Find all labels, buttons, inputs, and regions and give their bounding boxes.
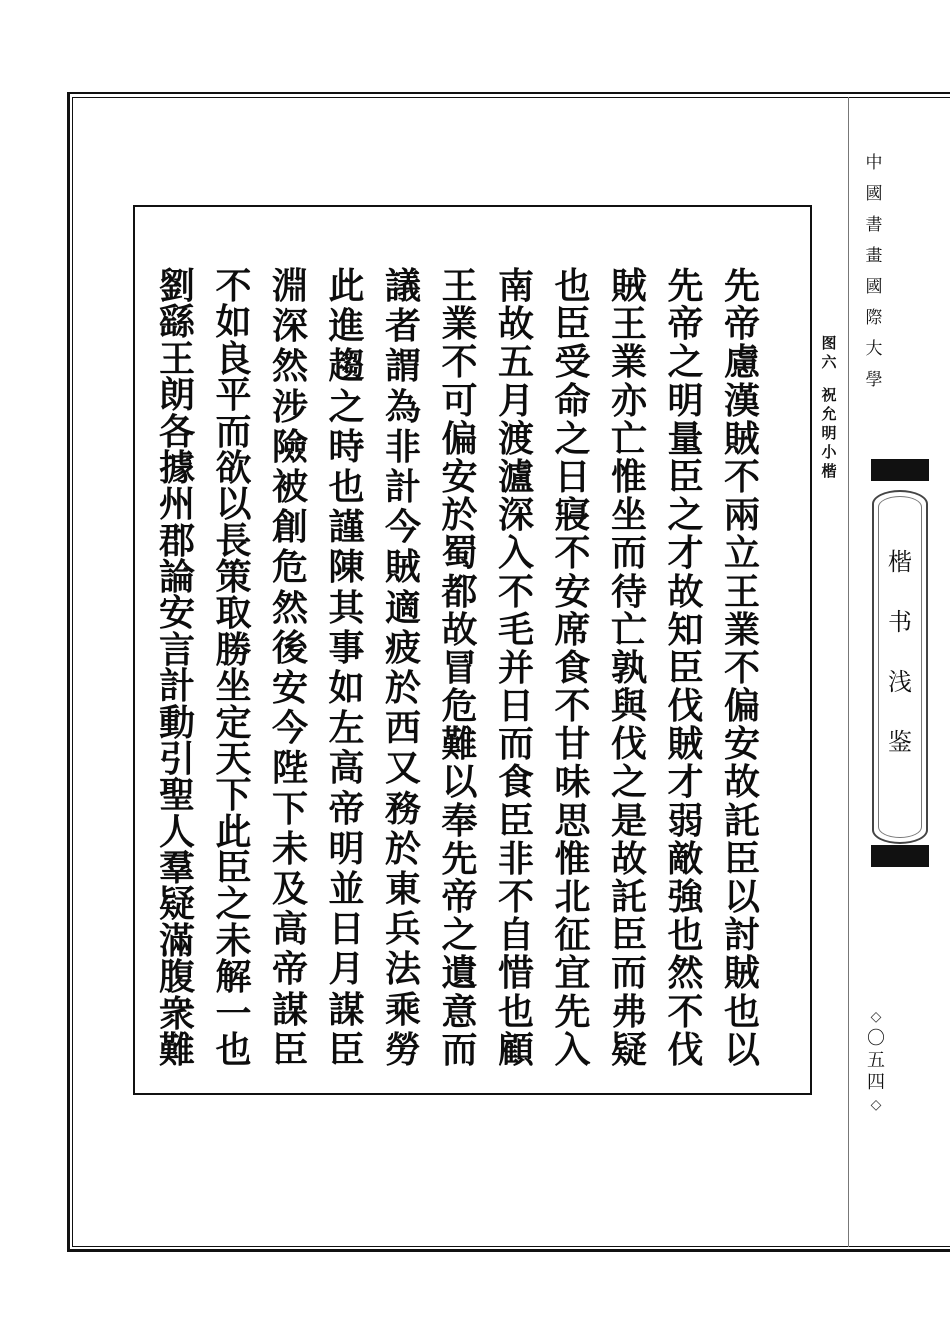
calligraphy-char: 不 — [667, 990, 704, 1033]
calligraphy-char: 而 — [215, 410, 252, 453]
calligraphy-char: 待 — [610, 570, 647, 613]
calligraphy-char: 不 — [441, 341, 478, 384]
calligraphy-char: 東 — [384, 868, 421, 911]
calligraphy-char: 惜 — [497, 952, 534, 995]
section-title-char: 浅 — [888, 668, 912, 696]
calligraphy-char: 涉 — [271, 385, 308, 428]
calligraphy-char: 者 — [384, 305, 421, 348]
calligraphy-char: 非 — [384, 425, 421, 468]
calligraphy-char: 淵 — [271, 265, 308, 307]
calligraphy-char: 冒 — [441, 646, 478, 689]
page-number-digit: 四 — [867, 1072, 885, 1093]
calligraphy-char: 西 — [384, 707, 421, 750]
calligraphy-char: 不 — [723, 455, 760, 498]
calligraphy-column — [325, 265, 369, 1071]
calligraphy-char: 謂 — [384, 345, 421, 388]
calligraphy-char: 月 — [497, 379, 534, 422]
calligraphy-char: 陳 — [328, 546, 365, 589]
calligraphy-column — [155, 265, 199, 1071]
caption-char: 图 — [821, 334, 837, 352]
section-title-char: 楷 — [888, 548, 912, 576]
series-title-char: 大 — [865, 339, 883, 359]
calligraphy-char: 論 — [158, 556, 195, 598]
calligraphy-char: 日 — [328, 908, 365, 951]
calligraphy-char: 先 — [441, 837, 478, 880]
calligraphy-char: 遺 — [441, 952, 478, 995]
caption-char: 祝 — [821, 386, 837, 404]
calligraphy-char: 以 — [723, 1028, 760, 1071]
calligraphy-char: 疲 — [384, 626, 421, 669]
calligraphy-char: 安 — [554, 570, 591, 613]
calligraphy-char: 席 — [554, 608, 591, 651]
calligraphy-char: 如 — [328, 667, 365, 710]
calligraphy-char: 然 — [271, 586, 308, 629]
calligraphy-char: 安 — [271, 667, 308, 710]
calligraphy-column — [268, 265, 312, 1071]
calligraphy-char: 難 — [158, 1028, 195, 1071]
figure-caption — [814, 334, 844, 481]
calligraphy-char: 宜 — [554, 952, 591, 995]
calligraphy-char: 不 — [497, 876, 534, 918]
calligraphy-char: 定 — [215, 701, 252, 744]
calligraphy-char: 滿 — [158, 919, 195, 962]
diamond-icon: ◇ — [870, 1097, 882, 1113]
calligraphy-char: 臣 — [610, 914, 647, 957]
calligraphy-char: 難 — [441, 723, 478, 766]
calligraphy-char: 是 — [610, 799, 647, 842]
calligraphy-char: 臣 — [328, 1028, 365, 1071]
calligraphy-char: 然 — [271, 345, 308, 388]
calligraphy-char: 又 — [384, 747, 421, 790]
calligraphy-char: 策 — [215, 556, 252, 598]
calligraphy-char: 渡 — [497, 417, 534, 460]
calligraphy-char: 議 — [384, 265, 421, 307]
calligraphy-char: 食 — [497, 761, 534, 804]
section-title-char: 鉴 — [888, 728, 912, 756]
calligraphy-char: 之 — [610, 761, 647, 804]
calligraphy-char: 危 — [271, 546, 308, 589]
calligraphy-char: 也 — [723, 990, 760, 1033]
calligraphy-char: 兵 — [384, 908, 421, 951]
calligraphy-char: 業 — [441, 303, 478, 346]
calligraphy-char: 謀 — [328, 988, 365, 1031]
calligraphy-char: 北 — [554, 876, 591, 918]
calligraphy-char: 帝 — [271, 948, 308, 991]
caption-char: 明 — [821, 424, 837, 442]
calligraphy-char: 王 — [158, 337, 195, 380]
calligraphy-char: 兩 — [723, 494, 760, 537]
calligraphy-char: 天 — [215, 737, 252, 780]
calligraphy-char: 趨 — [328, 345, 365, 388]
calligraphy-column — [494, 265, 538, 1071]
calligraphy-char: 弱 — [667, 799, 704, 842]
calligraphy-char: 計 — [384, 466, 421, 509]
calligraphy-char: 伐 — [667, 685, 704, 728]
calligraphy-char: 於 — [384, 827, 421, 870]
calligraphy-char: 言 — [158, 628, 195, 671]
caption-char: 楷 — [821, 462, 837, 480]
calligraphy-char: 顧 — [497, 1028, 534, 1071]
calligraphy-char: 明 — [328, 827, 365, 870]
calligraphy-char: 故 — [723, 761, 760, 804]
calligraphy-char: 毛 — [497, 608, 534, 651]
calligraphy-char: 平 — [215, 374, 252, 417]
calligraphy-char: 也 — [328, 466, 365, 509]
calligraphy-char: 謹 — [328, 506, 365, 549]
calligraphy-char: 被 — [271, 466, 308, 509]
page-number — [862, 1006, 890, 1116]
calligraphy-char: 寢 — [554, 494, 591, 537]
calligraphy-char: 先 — [667, 265, 704, 307]
calligraphy-char: 託 — [723, 799, 760, 842]
calligraphy-char: 腹 — [158, 956, 195, 999]
calligraphy-char: 陛 — [271, 747, 308, 790]
calligraphy-char: 此 — [215, 810, 252, 853]
calligraphy-char: 朗 — [158, 374, 195, 417]
calligraphy-char: 知 — [667, 608, 704, 651]
calligraphy-char: 日 — [554, 455, 591, 498]
calligraphy-char: 不 — [554, 685, 591, 728]
calligraphy-char: 而 — [610, 532, 647, 575]
calligraphy-char: 業 — [610, 341, 647, 384]
calligraphy-char: 征 — [554, 914, 591, 957]
calligraphy-char: 王 — [610, 303, 647, 346]
calligraphy-char: 明 — [667, 379, 704, 422]
series-title-char: 中 — [865, 153, 883, 173]
calligraphy-char: 左 — [328, 707, 365, 750]
calligraphy-char: 亦 — [610, 379, 647, 422]
calligraphy-char: 險 — [271, 425, 308, 468]
calligraphy-char: 才 — [667, 532, 704, 575]
calligraphy-char: 衆 — [158, 992, 195, 1035]
calligraphy-char: 慮 — [723, 341, 760, 384]
calligraphy-char: 取 — [215, 592, 252, 635]
calligraphy-char: 而 — [497, 723, 534, 766]
calligraphy-char: 創 — [271, 506, 308, 549]
calligraphy-char: 也 — [554, 265, 591, 307]
calligraphy-char: 奉 — [441, 799, 478, 842]
calligraphy-char: 疑 — [158, 883, 195, 926]
calligraphy-char: 臣 — [723, 837, 760, 880]
calligraphy-char: 量 — [667, 417, 704, 460]
calligraphy-char: 乘 — [384, 988, 421, 1031]
calligraphy-char: 解 — [215, 956, 252, 999]
calligraphy-char: 之 — [441, 914, 478, 957]
calligraphy-char: 聖 — [158, 774, 195, 817]
page-number-digit: 〇 — [867, 1028, 885, 1049]
calligraphy-char: 未 — [271, 827, 308, 870]
calligraphy-char: 弗 — [610, 990, 647, 1033]
series-title-char: 畫 — [865, 246, 883, 266]
calligraphy-char: 危 — [441, 685, 478, 728]
calligraphy-char: 甘 — [554, 723, 591, 766]
calligraphy-char: 各 — [158, 410, 195, 453]
calligraphy-char: 可 — [441, 379, 478, 422]
calligraphy-char: 也 — [497, 990, 534, 1033]
calligraphy-char: 坐 — [215, 665, 252, 708]
calligraphy-char: 郡 — [158, 519, 195, 562]
calligraphy-char: 不 — [497, 570, 534, 613]
calligraphy-char: 業 — [723, 608, 760, 651]
calligraphy-column — [438, 265, 482, 1071]
calligraphy-char: 帝 — [328, 787, 365, 830]
calligraphy-char: 都 — [441, 570, 478, 613]
calligraphy-char: 於 — [441, 494, 478, 537]
calligraphy-char: 南 — [497, 265, 534, 307]
calligraphy-char: 賊 — [723, 417, 760, 460]
calligraphy-char: 食 — [554, 646, 591, 689]
calligraphy-column — [607, 265, 651, 1071]
caption-char: 六 — [821, 353, 837, 371]
calligraphy-char: 動 — [158, 701, 195, 744]
calligraphy-char: 王 — [441, 265, 478, 307]
calligraphy-char: 帝 — [723, 303, 760, 346]
series-title-char: 際 — [865, 308, 883, 328]
calligraphy-char: 之 — [667, 341, 704, 384]
calligraphy-column — [720, 265, 764, 1071]
calligraphy-char: 帝 — [441, 876, 478, 918]
calligraphy-char: 以 — [441, 761, 478, 804]
calligraphy-char: 引 — [158, 737, 195, 780]
calligraphy-char: 賊 — [723, 952, 760, 995]
calligraphy-char: 孰 — [610, 646, 647, 689]
calligraphy-char: 討 — [723, 914, 760, 957]
calligraphy-char: 及 — [271, 868, 308, 911]
calligraphy-char: 敵 — [667, 837, 704, 880]
calligraphy-char: 五 — [497, 341, 534, 384]
series-title-char: 國 — [865, 277, 883, 297]
calligraphy-char: 事 — [328, 626, 365, 669]
calligraphy-char: 然 — [667, 952, 704, 995]
calligraphy-char: 今 — [384, 506, 421, 549]
sidebar-divider — [848, 97, 849, 1247]
calligraphy-char: 臣 — [271, 1028, 308, 1071]
calligraphy-char: 欲 — [215, 446, 252, 489]
calligraphy-char: 疑 — [610, 1028, 647, 1071]
calligraphy-char: 之 — [667, 494, 704, 537]
calligraphy-column — [381, 265, 425, 1071]
calligraphy-char: 偏 — [441, 417, 478, 460]
calligraphy-char: 亡 — [610, 608, 647, 651]
calligraphy-char: 非 — [497, 837, 534, 880]
calligraphy-char: 務 — [384, 787, 421, 830]
calligraphy-char: 立 — [723, 532, 760, 575]
calligraphy-char: 州 — [158, 483, 195, 526]
calligraphy-char: 並 — [328, 868, 365, 911]
calligraphy-char: 惟 — [610, 455, 647, 498]
calligraphy-char: 入 — [497, 532, 534, 575]
calligraphy-char: 安 — [723, 723, 760, 766]
calligraphy-char: 後 — [271, 626, 308, 669]
calligraphy-char: 之 — [554, 417, 591, 460]
calligraphy-char: 自 — [497, 914, 534, 957]
calligraphy-char: 安 — [441, 455, 478, 498]
calligraphy-char: 才 — [667, 761, 704, 804]
calligraphy-char: 此 — [328, 265, 365, 307]
calligraphy-char: 而 — [441, 1028, 478, 1071]
calligraphy-char: 今 — [271, 707, 308, 750]
calligraphy-char: 下 — [271, 787, 308, 830]
calligraphy-char: 強 — [667, 876, 704, 918]
calligraphy-char: 臣 — [497, 799, 534, 842]
calligraphy-char: 先 — [723, 265, 760, 307]
calligraphy-char: 繇 — [158, 301, 195, 344]
calligraphy-char: 託 — [610, 876, 647, 918]
calligraphy-char: 於 — [384, 667, 421, 710]
calligraphy-char: 故 — [610, 837, 647, 880]
calligraphy-char: 故 — [497, 303, 534, 346]
calligraphy-char: 帝 — [667, 303, 704, 346]
calligraphy-char: 而 — [610, 952, 647, 995]
calligraphy-char: 謀 — [271, 988, 308, 1031]
calligraphy-char: 故 — [441, 608, 478, 651]
calligraphy-char: 適 — [384, 586, 421, 629]
calligraphy-column — [664, 265, 708, 1071]
calligraphy-char: 臣 — [667, 646, 704, 689]
calligraphy-char: 瀘 — [497, 455, 534, 498]
calligraphy-char: 惟 — [554, 837, 591, 880]
calligraphy-char: 賊 — [667, 723, 704, 766]
calligraphy-char: 未 — [215, 919, 252, 962]
calligraphy-char: 不 — [215, 265, 252, 307]
calligraphy-char: 其 — [328, 586, 365, 629]
calligraphy-char: 高 — [328, 747, 365, 790]
calligraphy-char: 時 — [328, 425, 365, 468]
calligraphy-char: 深 — [271, 305, 308, 348]
calligraphy-char: 故 — [667, 570, 704, 613]
calligraphy-char: 漢 — [723, 379, 760, 422]
calligraphy-char: 賊 — [610, 265, 647, 307]
calligraphy-char: 先 — [554, 990, 591, 1033]
calligraphy-char: 一 — [215, 992, 252, 1035]
calligraphy-char: 下 — [215, 774, 252, 817]
series-title-char: 學 — [865, 370, 883, 390]
calligraphy-char: 也 — [667, 914, 704, 957]
calligraphy-char: 高 — [271, 908, 308, 951]
calligraphy-char: 伐 — [667, 1028, 704, 1071]
calligraphy-char: 并 — [497, 646, 534, 689]
calligraphy-char: 坐 — [610, 494, 647, 537]
calligraphy-char: 入 — [554, 1028, 591, 1071]
caption-char: 允 — [821, 405, 837, 423]
calligraphy-char: 深 — [497, 494, 534, 537]
section-tab-bottom-bar — [871, 845, 929, 867]
calligraphy-char: 如 — [215, 301, 252, 344]
calligraphy-char: 思 — [554, 799, 591, 842]
calligraphy-char: 命 — [554, 379, 591, 422]
calligraphy-char: 以 — [215, 483, 252, 526]
calligraphy-char: 臣 — [667, 455, 704, 498]
calligraphy-char: 伐 — [610, 723, 647, 766]
calligraphy-char: 意 — [441, 990, 478, 1033]
calligraphy-char: 以 — [723, 876, 760, 918]
calligraphy-char: 勝 — [215, 628, 252, 671]
calligraphy-char: 不 — [723, 646, 760, 689]
calligraphy-char: 與 — [610, 685, 647, 728]
diamond-icon: ◇ — [870, 1009, 882, 1025]
calligraphy-char: 臣 — [215, 847, 252, 889]
calligraphy-char: 味 — [554, 761, 591, 804]
calligraphy-char: 亡 — [610, 417, 647, 460]
section-tab-top-bar — [871, 459, 929, 481]
calligraphy-char: 不 — [554, 532, 591, 575]
calligraphy-char: 王 — [723, 570, 760, 613]
calligraphy-column — [212, 265, 256, 1071]
series-title-char: 國 — [865, 184, 883, 204]
calligraphy-char: 計 — [158, 665, 195, 708]
calligraphy-char: 法 — [384, 948, 421, 991]
calligraphy-char: 勞 — [384, 1028, 421, 1071]
calligraphy-char: 羣 — [158, 847, 195, 889]
calligraphy-char: 進 — [328, 305, 365, 348]
calligraphy-char: 蜀 — [441, 532, 478, 575]
calligraphy-char: 也 — [215, 1028, 252, 1071]
calligraphy-char: 臣 — [554, 303, 591, 346]
calligraphy-char: 人 — [158, 810, 195, 853]
calligraphy-char: 受 — [554, 341, 591, 384]
calligraphy-char: 之 — [215, 883, 252, 926]
calligraphy-char: 賊 — [384, 546, 421, 589]
calligraphy-char: 劉 — [158, 265, 195, 307]
calligraphy-char: 安 — [158, 592, 195, 635]
calligraphy-char: 偏 — [723, 685, 760, 728]
series-title — [860, 148, 888, 396]
calligraphy-char: 日 — [497, 685, 534, 728]
calligraphy-char: 良 — [215, 337, 252, 380]
calligraphy-char: 月 — [328, 948, 365, 991]
calligraphy-char: 長 — [215, 519, 252, 562]
caption-char: 小 — [821, 443, 837, 461]
section-title — [872, 548, 928, 788]
section-title-char: 书 — [888, 608, 912, 636]
page-number-digit: 五 — [867, 1050, 885, 1071]
calligraphy-char: 為 — [384, 385, 421, 428]
calligraphy-char: 據 — [158, 446, 195, 489]
calligraphy-char: 之 — [328, 385, 365, 428]
series-title-char: 書 — [865, 215, 883, 235]
calligraphy-column — [551, 265, 595, 1071]
